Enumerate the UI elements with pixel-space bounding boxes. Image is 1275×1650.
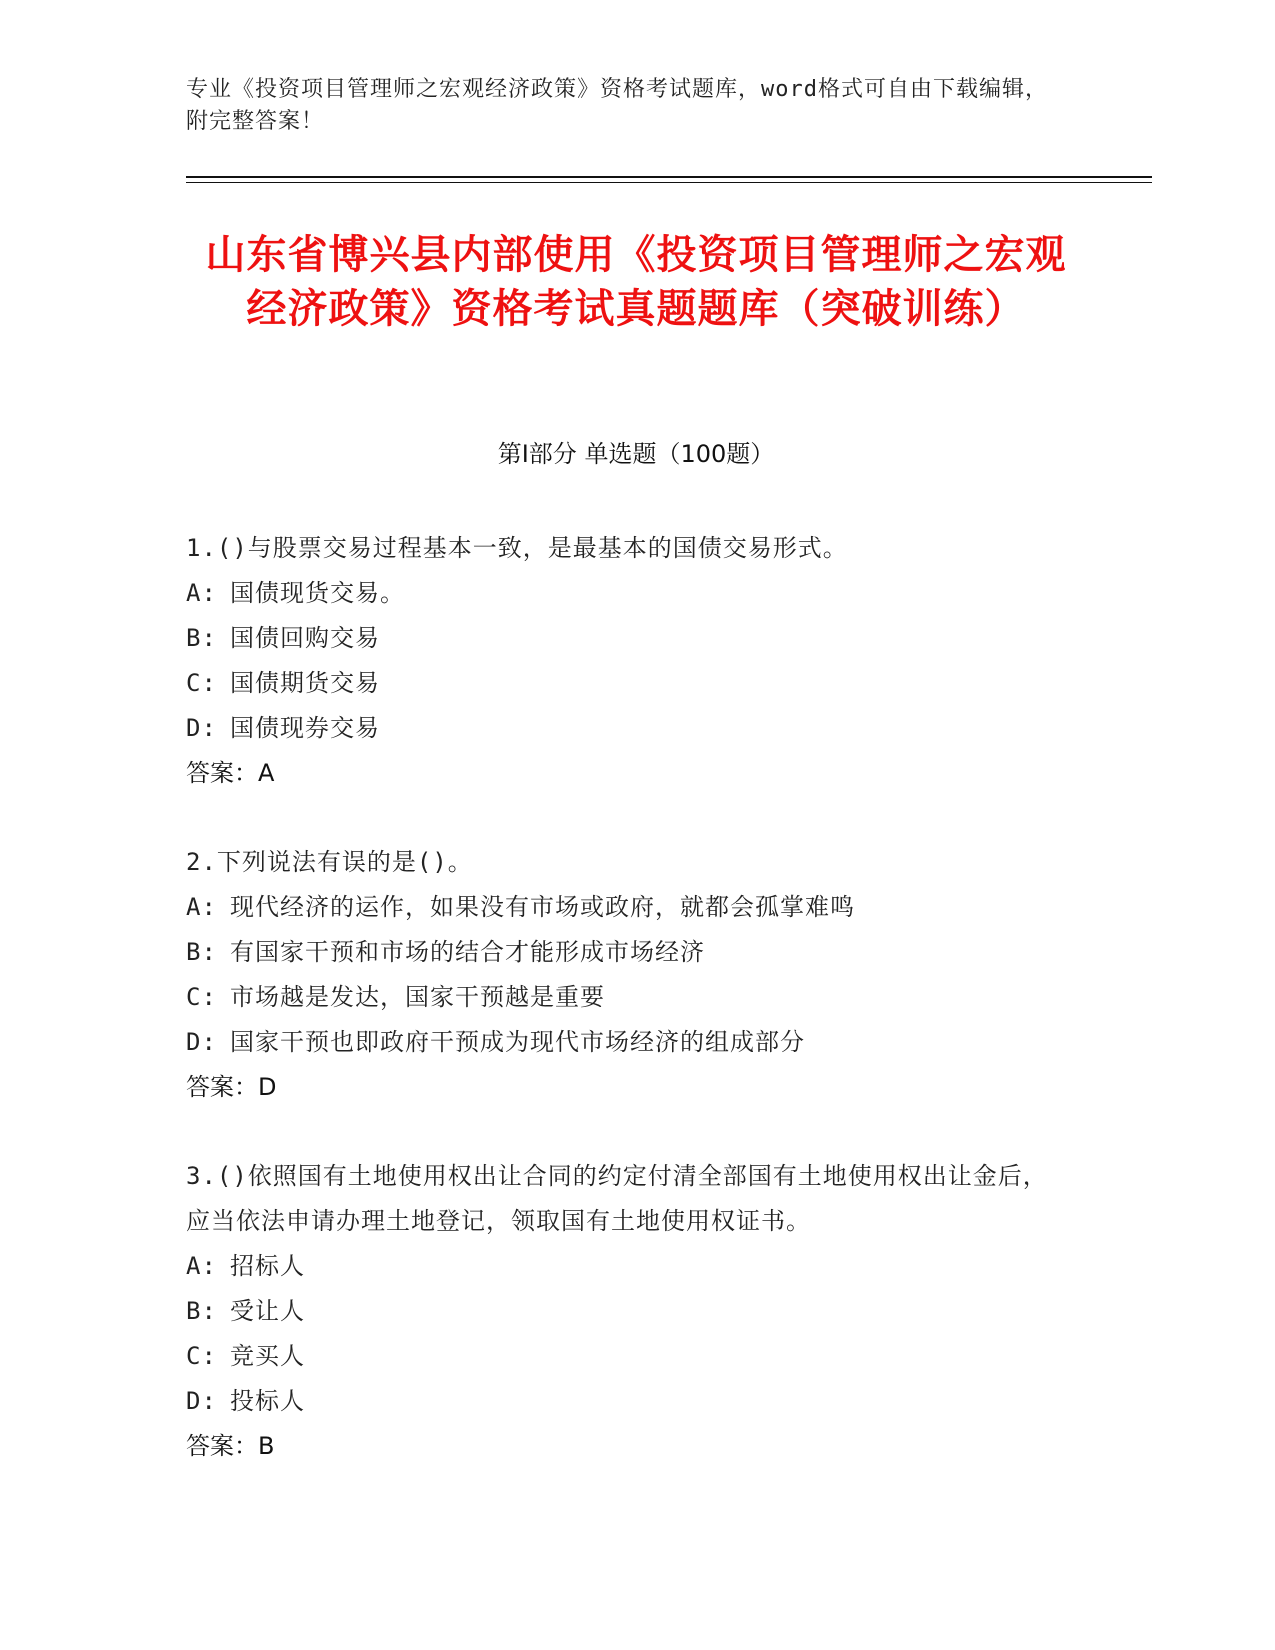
question-list <box>186 526 1066 1513</box>
option-key: C: <box>186 669 217 697</box>
option-text: 国债期货交易 <box>230 669 380 697</box>
question-item <box>186 840 1066 1110</box>
option-text: 有国家干预和市场的结合才能形成市场经济 <box>230 938 705 966</box>
option-b <box>186 616 1066 661</box>
option-text: 现代经济的运作，如果没有市场或政府，就都会孤掌难鸣 <box>230 893 855 921</box>
answer-line: 答案：A <box>186 759 275 787</box>
option-d <box>186 706 1066 751</box>
option-key: D: <box>186 1387 217 1415</box>
option-text: 投标人 <box>230 1387 305 1415</box>
question-item <box>186 1154 1066 1469</box>
option-text: 国债现货交易。 <box>230 579 405 607</box>
option-key: B: <box>186 624 217 652</box>
option-a <box>186 885 1066 930</box>
option-a <box>186 1244 1066 1289</box>
question-stem: 3.()依照国有土地使用权出让合同的约定付清全部国有土地使用权出让金后，应当依法申请办理土地登记，领取国有土地使用权证书。 <box>186 1162 1048 1235</box>
option-key: C: <box>186 983 217 1011</box>
option-c <box>186 975 1066 1020</box>
option-key: B: <box>186 938 217 966</box>
option-key: D: <box>186 714 217 742</box>
option-text: 市场越是发达，国家干预越是重要 <box>230 983 605 1011</box>
option-key: D: <box>186 1028 217 1056</box>
header-rule-thick <box>186 176 1152 178</box>
option-c <box>186 1334 1066 1379</box>
option-text: 竞买人 <box>230 1342 305 1370</box>
header-rule-thin <box>186 182 1152 183</box>
question-stem: 1.()与股票交易过程基本一致，是最基本的国债交易形式。 <box>186 534 848 562</box>
option-text: 受让人 <box>230 1297 305 1325</box>
option-key: C: <box>186 1342 217 1370</box>
option-d <box>186 1020 1066 1065</box>
option-key: B: <box>186 1297 217 1325</box>
option-text: 国债现券交易 <box>230 714 380 742</box>
option-b <box>186 1289 1066 1334</box>
option-text: 国家干预也即政府干预成为现代市场经济的组成部分 <box>230 1028 805 1056</box>
option-text: 国债回购交易 <box>230 624 380 652</box>
question-stem: 2.下列说法有误的是()。 <box>186 848 473 876</box>
option-b <box>186 930 1066 975</box>
option-c <box>186 661 1066 706</box>
option-key: A: <box>186 579 217 607</box>
document-title: 山东省博兴县内部使用《投资项目管理师之宏观经济政策》资格考试真题题库（突破训练） <box>205 232 1067 332</box>
answer-line: 答案：B <box>186 1432 275 1460</box>
option-a <box>186 571 1066 616</box>
option-key: A: <box>186 1252 217 1280</box>
header-note: 专业《投资项目管理师之宏观经济政策》资格考试题库，word格式可自由下载编辑，附完整答案！ <box>186 77 1048 134</box>
section-title: 第I部分 单选题（100题） <box>497 440 775 468</box>
answer-line: 答案：D <box>186 1073 277 1101</box>
question-item <box>186 526 1066 796</box>
option-text: 招标人 <box>230 1252 305 1280</box>
option-d <box>186 1379 1066 1424</box>
option-key: A: <box>186 893 217 921</box>
